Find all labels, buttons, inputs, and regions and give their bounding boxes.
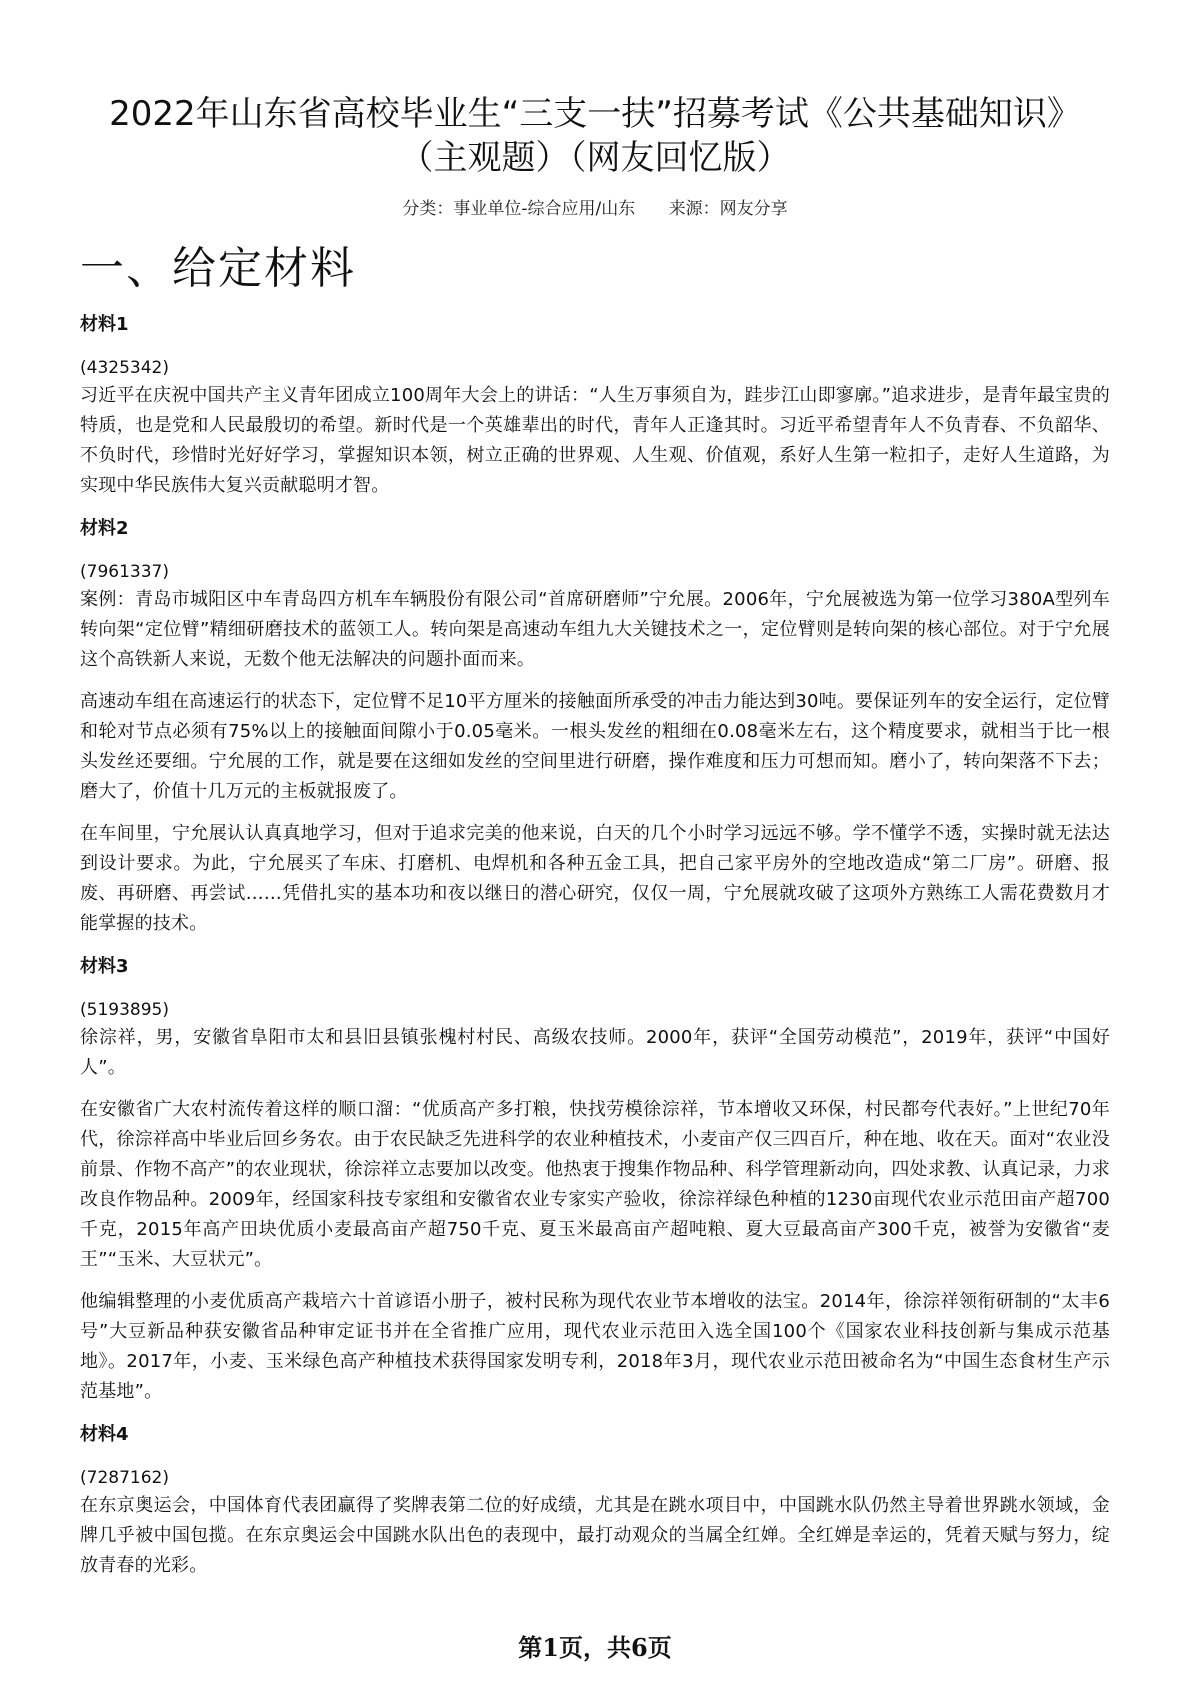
document-title (80, 92, 1110, 180)
material-3 (80, 955, 1110, 1407)
material-paragraph: 在安徽省广大农村流传着这样的顺口溜：“优质高产多打粮，快找劳模徐淙祥，节本增收又环保，村民都夸代表好。”上世纪70年代，徐淙祥高中毕业后回乡务农。由于农民缺乏先进科学的农业种植技术，小麦亩产仅三四百斤，种在地、收在天。面对“农业没前景、作物不高产”的农业现状，徐淙祥立志要加以改变。他热衷于搜集作物品种、科学管理新动向，四处求教、认真记录，力求改良作物品种。2009年，经国家科技专家组和安徽省农业专家实产验收，徐淙祥绿色种植的1230亩现代农业示范田亩产超700千克，2015年高产田块优质小麦最高亩产超750千克、夏玉米最高亩产超吨粮、夏大豆最高亩产300千克，被誉为安徽省“麦王”“玉米、大豆状元”。 (80, 1099, 1110, 1270)
material-id: (4325342) (80, 358, 169, 378)
material-paragraph: 习近平在庆祝中国共产主义青年团成立100周年大会上的讲话：“人生万事须自为，跬步江山即寥廓。”追求进步，是青年最宝贵的特质，也是党和人民最殷切的希望。新时代是一个英雄辈出的时代，青年人正逢其时。习近平希望青年人不负青春、不负韶华、不负时代，珍惜时光好好学习，掌握知识本领，树立正确的世界观、人生观、价值观，系好人生第一粒扣子，走好人生道路，为实现中华民族伟大复兴贡献聪明才智。 (80, 385, 1110, 496)
document-meta (80, 194, 1110, 219)
material-paragraph: 案例：青岛市城阳区中车青岛四方机车车辆股份有限公司“首席研磨师”宁允展。2006年，宁允展被选为第一位学习380A型列车转向架“定位臂”精细研磨技术的蓝领工人。转向架是高速动车组九大关键技术之一，定位臂则是转向架的核心部位。对于宁允展这个高铁新人来说，无数个他无法解决的问题扑面而来。 (80, 589, 1110, 670)
title-line-2: （主观题）（网友回忆版） (399, 138, 791, 178)
material-paragraph: 他编辑整理的小麦优质高产栽培六十首谚语小册子，被村民称为现代农业节本增收的法宝。2014年，徐淙祥领衔研制的“太丰6号”大豆新品种获安徽省品种审定证书并在全省推广应用，现代农业示范田入选全国100个《国家农业科技创新与集成示范基地》。2017年，小麦、玉米绿色高产种植技术获得国家发明专利，2018年3月，现代农业示范田被命名为“中国生态食材生产示范基地”。 (80, 1291, 1110, 1402)
material-4 (80, 1423, 1110, 1581)
material-1 (80, 313, 1110, 501)
category-label: 分类：事业单位-综合应用/山东 (402, 199, 636, 219)
material-paragraph: 在东京奥运会，中国体育代表团赢得了奖牌表第二位的好成绩，尤其是在跳水项目中，中国跳水队仍然主导着世界跳水领域，金牌几乎被中国包揽。在东京奥运会中国跳水队出色的表现中，最打动观众的当属全红婵。全红婵是幸运的，凭着天赋与努力，绽放青春的光彩。 (80, 1495, 1110, 1576)
material-id: (7961337) (80, 562, 169, 582)
material-2 (80, 517, 1110, 939)
material-id: (5193895) (80, 1000, 169, 1020)
material-title: 材料4 (80, 1424, 129, 1445)
material-id: (7287162) (80, 1468, 169, 1488)
title-line-1: 2022年山东省高校毕业生“三支一扶”招募考试《公共基础知识》 (109, 94, 1081, 134)
material-title: 材料1 (80, 314, 129, 335)
material-title: 材料3 (80, 956, 129, 977)
document-page (80, 0, 1110, 1593)
page-number: 第1页，共6页 (518, 1633, 672, 1662)
section-heading: 一、给定材料 (80, 243, 356, 294)
source-label: 来源：网友分享 (668, 199, 788, 219)
material-paragraph: 在车间里，宁允展认认真真地学习，但对于追求完美的他来说，白天的几个小时学习远远不够。学不懂学不透，实操时就无法达到设计要求。为此，宁允展买了车床、打磨机、电焊机和各种五金工具，把自己家平房外的空地改造成“第二厂房”。研磨、报废、再研磨、再尝试……凭借扎实的基本功和夜以继日的潜心研究，仅仅一周，宁允展就攻破了这项外方熟练工人需花费数月才能掌握的技术。 (80, 823, 1110, 934)
material-paragraph: 徐淙祥，男，安徽省阜阳市太和县旧县镇张槐村村民、高级农技师。2000年，获评“全国劳动模范”，2019年，获评“中国好人”。 (80, 1027, 1110, 1078)
material-title: 材料2 (80, 518, 129, 539)
material-paragraph: 高速动车组在高速运行的状态下，定位臂不足10平方厘米的接触面所承受的冲击力能达到30吨。要保证列车的安全运行，定位臂和轮对节点必须有75%以上的接触面间隙小于0.05毫米。一根头发丝的粗细在0.08毫米左右，这个精度要求，就相当于比一根头发丝还要细。宁允展的工作，就是要在这细如发丝的空间里进行研磨，操作难度和压力可想而知。磨小了，转向架落不下去；磨大了，价值十几万元的主板就报废了。 (80, 691, 1110, 802)
